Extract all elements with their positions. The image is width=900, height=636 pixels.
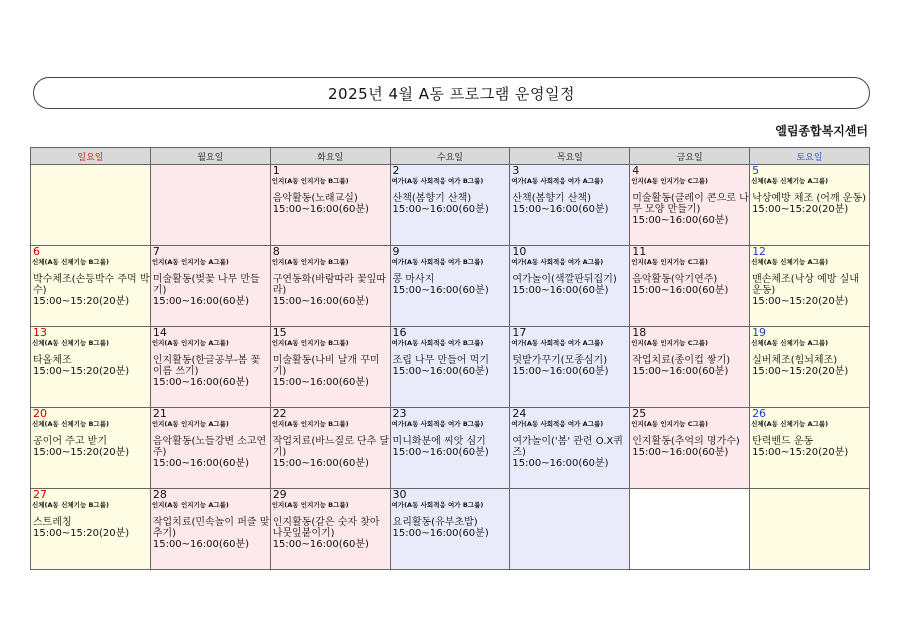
day-number: 10 (512, 245, 527, 258)
activity-time: 15:00~16:00(60분) (512, 285, 609, 296)
day-number: 30 (392, 488, 407, 501)
program-calendar (30, 147, 870, 570)
weekday-header-sat: 토요일 (750, 148, 870, 165)
activity-name: 음악활동(악기연주) (632, 274, 718, 285)
day-number: 8 (272, 245, 280, 258)
program-group: 여가(A동 사회적응 여가 A그룹) (511, 420, 604, 428)
activity-name: 미니화분에 씨앗 심기 (392, 436, 486, 447)
day-number: 7 (152, 245, 160, 258)
day-cell (270, 246, 390, 327)
day-cell (750, 489, 870, 570)
program-group: 신체(A동 신체기능 B그룹) (32, 339, 109, 347)
day-cell (390, 246, 510, 327)
day-number: 24 (512, 407, 527, 420)
program-group: 인지(A동 인지기능 A그룹) (151, 501, 229, 509)
weekday-header-fri: 금요일 (630, 148, 750, 165)
activity-time: 15:00~16:00(60분) (272, 539, 369, 550)
activity-time: 15:00~16:00(60분) (512, 204, 609, 215)
activity-name: 박수체조(손등박수 주먹 박수) (33, 274, 150, 296)
program-group: 신체(A동 신체기능 A그룹) (751, 339, 829, 347)
activity-name: 음악활동(노들강변 소고연주) (152, 436, 267, 458)
day-cell (31, 489, 151, 570)
activity-name: 낙상예방 체조 (어깨 운동) (752, 193, 867, 204)
activity-time: 15:00~16:00(60분) (392, 528, 489, 539)
day-number: 22 (272, 407, 287, 420)
activity-time: 15:00~16:00(60분) (512, 458, 609, 469)
day-number: 2 (392, 164, 400, 177)
activity-time: 15:00~16:00(60분) (512, 366, 609, 377)
program-group: 여가(A동 사회적응 여가 A그룹) (511, 177, 604, 185)
program-group: 인지(A동 인지기능 C그룹) (631, 339, 708, 347)
program-group: 인지(A동 인지기능 A그룹) (151, 339, 229, 347)
day-cell (390, 408, 510, 489)
day-number: 26 (752, 407, 767, 420)
activity-time: 15:00~15:20(20분) (33, 528, 130, 539)
program-group: 여가(A동 사회적응 여가 B그룹) (391, 339, 484, 347)
activity-name: 작업치료(민속놀이 퍼즐 맞추기) (152, 517, 270, 539)
activity-time: 15:00~15:20(20분) (752, 204, 849, 215)
day-cell (31, 246, 151, 327)
weekday-header-sun: 일요일 (31, 148, 151, 165)
activity-name: 여가놀이(색깔판뒤집기) (512, 274, 617, 285)
program-group: 인지(A동 인지기능 A그룹) (151, 258, 229, 266)
activity-name: 인지활동(같은 숫자 찾아 나뭇잎붙이기) (272, 517, 380, 539)
activity-time: 15:00~15:20(20분) (752, 296, 849, 307)
activity-name: 미술활동(벚꽃 나무 만들기) (152, 274, 260, 296)
activity-time: 15:00~16:00(60분) (632, 447, 729, 458)
program-group: 여가(A동 사회적응 여가 B그룹) (391, 177, 484, 185)
program-group: 여가(A동 사회적응 여가 B그룹) (391, 420, 484, 428)
weekday-header-wed: 수요일 (390, 148, 510, 165)
activity-name: 조립 나무 만들어 먹기 (392, 355, 490, 366)
program-group: 인지(A동 인지기능 C그룹) (631, 258, 708, 266)
day-cell (750, 408, 870, 489)
day-cell (150, 165, 270, 246)
activity-name: 음악활동(노래교실) (272, 193, 358, 204)
program-group: 인지(A동 인지기능 B그룹) (271, 177, 349, 185)
day-cell (510, 408, 630, 489)
day-number: 3 (512, 164, 520, 177)
activity-time: 15:00~15:20(20분) (33, 296, 130, 307)
day-cell (630, 246, 750, 327)
activity-name: 탄력밴드 운동 (752, 436, 814, 447)
day-number: 21 (152, 407, 167, 420)
activity-time: 15:00~15:20(20분) (33, 366, 130, 377)
program-group: 여가(A동 사회적응 여가 A그룹) (511, 339, 604, 347)
program-group: 신체(A동 신체기능 B그룹) (32, 501, 109, 509)
day-cell (510, 489, 630, 570)
program-group: 인지(A동 인지기능 B그룹) (271, 420, 349, 428)
activity-name: 미술활동(나비 날개 꾸미기) (272, 355, 380, 377)
day-cell (510, 246, 630, 327)
calendar-week-row (31, 246, 870, 327)
activity-time: 15:00~16:00(60분) (392, 366, 489, 377)
weekday-header-thu: 목요일 (510, 148, 630, 165)
activity-time: 15:00~16:00(60분) (152, 458, 250, 469)
program-group: 인지(A동 인지기능 C그룹) (631, 177, 708, 185)
day-cell (630, 489, 750, 570)
activity-name: 콩 마사지 (392, 274, 435, 285)
title-box (33, 77, 870, 109)
program-group: 신체(A동 신체기능 A그룹) (751, 258, 829, 266)
day-cell (630, 327, 750, 408)
program-group: 여가(A동 사회적응 여가 B그룹) (391, 501, 484, 509)
day-number: 25 (632, 407, 647, 420)
activity-time: 15:00~16:00(60분) (152, 296, 250, 307)
day-number: 16 (392, 326, 407, 339)
program-group: 인지(A동 인지기능 A그룹) (151, 420, 229, 428)
day-cell (150, 489, 270, 570)
day-cell (510, 327, 630, 408)
activity-time: 15:00~16:00(60분) (272, 377, 369, 388)
activity-time: 15:00~16:00(60분) (272, 458, 369, 469)
program-group: 신체(A동 신체기능 B그룹) (32, 420, 109, 428)
day-number: 9 (392, 245, 400, 258)
program-group: 여가(A동 사회적응 여가 A그룹) (511, 258, 604, 266)
day-cell (750, 165, 870, 246)
day-number: 14 (152, 326, 167, 339)
program-group: 인지(A동 인지기능 B그룹) (271, 339, 349, 347)
activity-time: 15:00~16:00(60분) (632, 285, 729, 296)
activity-name: 맨손체조(낙상 예방 실내 운동) (752, 274, 859, 296)
weekday-header-mon: 월요일 (150, 148, 270, 165)
activity-time: 15:00~15:20(20분) (33, 447, 130, 458)
calendar-week-row (31, 165, 870, 246)
activity-time: 15:00~16:00(60분) (632, 215, 729, 226)
day-number: 15 (272, 326, 287, 339)
calendar-week-row (31, 327, 870, 408)
activity-name: 타올체조 (33, 355, 72, 366)
weekday-header-tue: 화요일 (270, 148, 390, 165)
day-cell (510, 165, 630, 246)
program-group: 인지(A동 인지기능 B그룹) (271, 258, 349, 266)
day-cell (150, 246, 270, 327)
program-group: 인지(A동 인지기능 B그룹) (271, 501, 349, 509)
activity-name: 미술활동(클레이 콘으로 나무 모양 만들기) (632, 193, 749, 215)
day-cell (270, 408, 390, 489)
day-number: 27 (33, 488, 47, 501)
day-cell (31, 327, 151, 408)
day-cell (31, 165, 151, 246)
day-cell (150, 327, 270, 408)
activity-time: 15:00~15:20(20분) (752, 366, 849, 377)
day-cell (750, 246, 870, 327)
day-number: 5 (752, 164, 760, 177)
activity-time: 15:00~16:00(60분) (272, 296, 369, 307)
day-number: 11 (632, 245, 647, 258)
activity-time: 15:00~15:20(20분) (752, 447, 849, 458)
activity-name: 작업치료(바느질로 단추 달기) (272, 436, 390, 458)
calendar-body (31, 165, 870, 570)
activity-name: 작업치료(종이컵 쌓기) (632, 355, 731, 366)
activity-name: 인지활동(추억의 명가수) (632, 436, 740, 447)
day-number: 28 (152, 488, 167, 501)
activity-time: 15:00~16:00(60분) (392, 204, 489, 215)
activity-time: 15:00~16:00(60분) (392, 447, 489, 458)
activity-name: 여가놀이('봄' 관련 O.X퀴즈) (512, 436, 623, 458)
activity-name: 인지활동(한글공부-봄 꽃 이름 쓰기) (152, 355, 261, 377)
day-cell (750, 327, 870, 408)
page-title: 2025년 4월 A동 프로그램 운영일정 (328, 84, 575, 103)
activity-name: 요리활동(유부초밥) (392, 517, 478, 528)
calendar-week-row (31, 489, 870, 570)
day-number: 23 (392, 407, 407, 420)
day-number: 20 (33, 407, 47, 420)
activity-name: 텃밭가꾸기(모종심기) (512, 355, 608, 366)
day-number: 18 (632, 326, 647, 339)
day-cell (270, 165, 390, 246)
day-cell (150, 408, 270, 489)
program-group: 신체(A동 신체기능 B그룹) (32, 258, 109, 266)
day-number: 19 (752, 326, 767, 339)
day-cell (630, 165, 750, 246)
day-cell (390, 165, 510, 246)
day-cell (270, 327, 390, 408)
activity-name: 산책(봄향기 산책) (392, 193, 472, 204)
day-number: 1 (272, 164, 280, 177)
activity-name: 구연동화(바람따라 꽃잎따라) (272, 274, 387, 296)
day-cell (390, 327, 510, 408)
activity-name: 산책(봄향기 산책) (512, 193, 591, 204)
activity-time: 15:00~16:00(60분) (632, 366, 729, 377)
activity-name: 실버체조(힘뇌체조) (752, 355, 838, 366)
day-cell (270, 489, 390, 570)
calendar-week-row (31, 408, 870, 489)
program-group: 신체(A동 신체기능 A그룹) (751, 420, 829, 428)
program-group: 여가(A동 사회적응 여가 B그룹) (391, 258, 484, 266)
day-number: 13 (33, 326, 47, 339)
organization-name: 엘림종합복지센터 (775, 124, 868, 138)
day-number: 29 (272, 488, 287, 501)
day-cell (630, 408, 750, 489)
activity-time: 15:00~16:00(60분) (152, 377, 250, 388)
activity-name: 공이어 주고 받기 (33, 436, 107, 447)
activity-time: 15:00~16:00(60분) (392, 285, 489, 296)
program-group: 신체(A동 신체기능 A그룹) (751, 177, 829, 185)
day-number: 17 (512, 326, 527, 339)
program-group: 인지(A동 인지기능 C그룹) (631, 420, 708, 428)
day-number: 4 (632, 164, 640, 177)
day-number: 12 (752, 245, 767, 258)
day-number: 6 (33, 245, 40, 258)
activity-name: 스트레칭 (33, 517, 72, 528)
weekday-header-row (31, 148, 870, 165)
day-cell (390, 489, 510, 570)
activity-time: 15:00~16:00(60분) (152, 539, 250, 550)
activity-time: 15:00~16:00(60분) (272, 204, 369, 215)
day-cell (31, 408, 151, 489)
